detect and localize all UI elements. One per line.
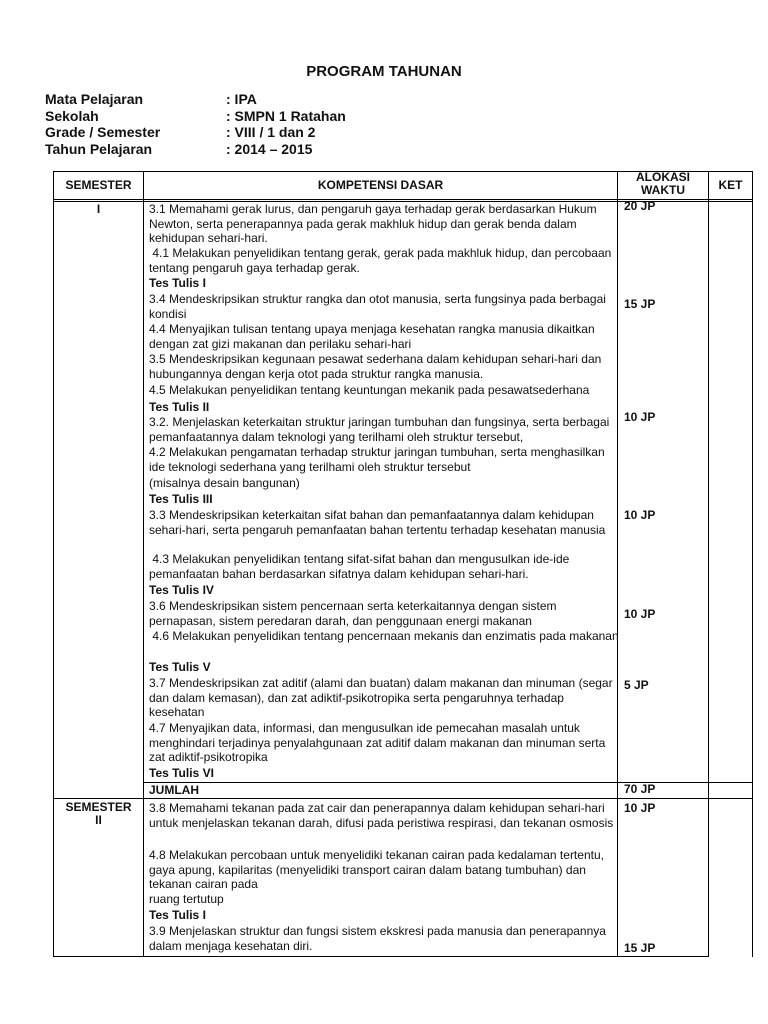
alokasi-value: 10 JP bbox=[624, 508, 656, 522]
jumlah-value: 70 JP bbox=[624, 782, 656, 796]
header-kompetensi: KOMPETENSI DASAR bbox=[317, 178, 444, 192]
kd-item: 3.5 Mendeskripsikan kegunaan pesawat sederhana dalam kehidupan sehari-hari dan hubungannya dengan kerja otot pada struktur rangka manusia. bbox=[149, 352, 602, 381]
alokasi-value: 10 JP bbox=[624, 801, 656, 815]
col-divider-1 bbox=[143, 171, 144, 957]
test-label: Tes Tulis III bbox=[149, 492, 213, 506]
kd-item: 4.1 Melakukan penyelidikan tentang gerak, gerak pada makhluk hidup, dan percobaan tentang pengaruh gaya terhadap gerak. bbox=[149, 246, 615, 275]
header-alokasi bbox=[618, 171, 708, 197]
test-label: Tes Tulis II bbox=[149, 400, 210, 414]
meta-label: Tahun Pelajaran bbox=[45, 140, 153, 157]
kd-item: 3.2. Menjelaskan keterkaitan struktur jaringan tumbuhan dan fungsinya, serta berbagai pemanfaatannya dalam teknologi yang terilhami oleh struktur tersebut, bbox=[149, 415, 610, 444]
alokasi-value: 10 JP bbox=[624, 607, 656, 621]
table-border-left bbox=[53, 171, 54, 957]
meta-label: Grade / Semester bbox=[45, 124, 161, 140]
alokasi-value: 20 JP bbox=[624, 199, 656, 213]
meta-value: : SMPN 1 Ratahan bbox=[226, 107, 346, 124]
table-border-right bbox=[752, 171, 753, 957]
meta-value: : VIII / 1 dan 2 bbox=[226, 124, 316, 140]
test-label: Tes Tulis VI bbox=[149, 766, 214, 780]
meta-label: Sekolah bbox=[45, 107, 99, 124]
document-meta bbox=[45, 91, 445, 157]
alokasi-value: 15 JP bbox=[624, 941, 656, 955]
kd-item: 4.4 Menyajikan tulisan tentang upaya menjaga kesehatan rangka manusia dikaitkan dengan zat gizi makanan dan perilaku sehari-hari bbox=[149, 322, 595, 351]
alokasi-value: 5 JP bbox=[624, 678, 649, 692]
col-divider-3 bbox=[708, 171, 709, 957]
table-border-bottom bbox=[53, 956, 709, 957]
jumlah-label: JUMLAH bbox=[149, 783, 199, 797]
semester-divider bbox=[53, 798, 753, 799]
kd-item: 3.6 Mendeskripsikan sistem pencernaan serta keterkaitannya dengan sistem pernapasan, sistem peredaran darah, dan penggunaan energi makanan bbox=[149, 599, 557, 628]
page-title: PROGRAM TAHUNAN bbox=[306, 63, 462, 80]
header-alokasi-line1: ALOKASI bbox=[636, 170, 690, 184]
kd-item: 4.5 Melakukan penyelidikan tentang keuntungan mekanik pada pesawatsederhana bbox=[149, 383, 590, 397]
semester-label: I bbox=[96, 202, 101, 216]
kd-item: 3.8 Memahami tekanan pada zat cair dan penerapannya dalam kehidupan sehari-hari untuk menjelaskan tekanan darah, difusi pada peristiwa respirasi, dan tekanan osmosis bbox=[149, 801, 614, 830]
meta-label: Mata Pelajaran bbox=[45, 91, 144, 107]
kd-item: 4.3 Melakukan penyelidikan tentang sifat-sifat bahan dan mengusulkan ide-ide pemanfaatan bahan berdasarkan sifatnya dalam kehidupan sehari-hari. bbox=[149, 552, 573, 581]
meta-value: : 2014 – 2015 bbox=[226, 140, 313, 157]
meta-row-subject bbox=[45, 91, 445, 108]
meta-row-school bbox=[45, 108, 445, 125]
alokasi-value: 10 JP bbox=[624, 410, 656, 424]
kd-item: 3.7 Mendeskripsikan zat aditif (alami dan buatan) dalam makanan dan minuman (segar dan dalam kemasan), dan zat adiktif-psikotropika serta pengaruhnya terhadap kesehatan bbox=[149, 676, 613, 720]
test-label: Tes Tulis IV bbox=[149, 583, 214, 597]
header-alokasi-line2: WAKTU bbox=[641, 183, 685, 197]
kd-item: 4.7 Menyajikan data, informasi, dan mengusulkan ide pemecahan masalah untuk menghindari terjadinya penyalahgunaan zat aditif dalam makanan dan minuman serta zat adiktif-psikotropika bbox=[149, 721, 606, 765]
kd-item: 4.6 Melakukan penyelidikan tentang pencernaan mekanis dan enzimatis pada makanan bbox=[149, 629, 619, 643]
meta-row-year bbox=[45, 141, 445, 158]
kd-item: 4.8 Melakukan percobaan untuk menyelidiki tekanan cairan pada kedalaman tertentu, gaya apung, kapilaritas (menyelidiki transport cairan dalam batang tumbuhan) dan tekanan cairan pada bbox=[149, 848, 604, 892]
semester-label-line2: II bbox=[95, 813, 102, 827]
kd-item: 3.1 Memahami gerak lurus, dan pengaruh gaya terhadap gerak berdasarkan Hukum Newton, serta penerapannya pada gerak makhluk hidup dan gerak benda dalam kehidupan sehari-hari. bbox=[149, 202, 597, 246]
meta-row-grade bbox=[45, 124, 445, 141]
kd-item: 3.4 Mendeskripsikan struktur rangka dan otot manusia, serta fungsinya pada berbagai kondisi bbox=[149, 292, 606, 321]
header-ket: KET bbox=[718, 178, 743, 192]
test-label: Tes Tulis I bbox=[149, 276, 206, 290]
test-label: Tes Tulis V bbox=[149, 660, 211, 674]
kd-item: ruang tertutup bbox=[149, 892, 224, 906]
test-label: Tes Tulis I bbox=[149, 908, 206, 922]
semester-label-line1: SEMESTER bbox=[65, 800, 132, 814]
kd-item: 3.9 Menjelaskan struktur dan fungsi sistem ekskresi pada manusia dan penerapannya dalam menjaga kesehatan diri. bbox=[149, 924, 606, 953]
program-table bbox=[53, 171, 753, 957]
meta-value: : IPA bbox=[226, 91, 257, 107]
kd-item: 3.3 Mendeskripsikan keterkaitan sifat bahan dan pemanfaatannya dalam kehidupan sehari-hari, serta pengaruh pemanfaatan bahan tertentu terhadap kesehatan manusia bbox=[149, 508, 606, 537]
semester-label bbox=[54, 801, 143, 827]
kd-item: 4.2 Melakukan pengamatan terhadap struktur jaringan tumbuhan, serta menghasilkan ide teknologi sederhana yang terilhami oleh struktur tersebut bbox=[149, 445, 605, 474]
kd-item: (misalnya desain bangunan) bbox=[149, 476, 300, 490]
alokasi-value: 15 JP bbox=[624, 297, 656, 311]
header-semester: SEMESTER bbox=[65, 178, 132, 192]
